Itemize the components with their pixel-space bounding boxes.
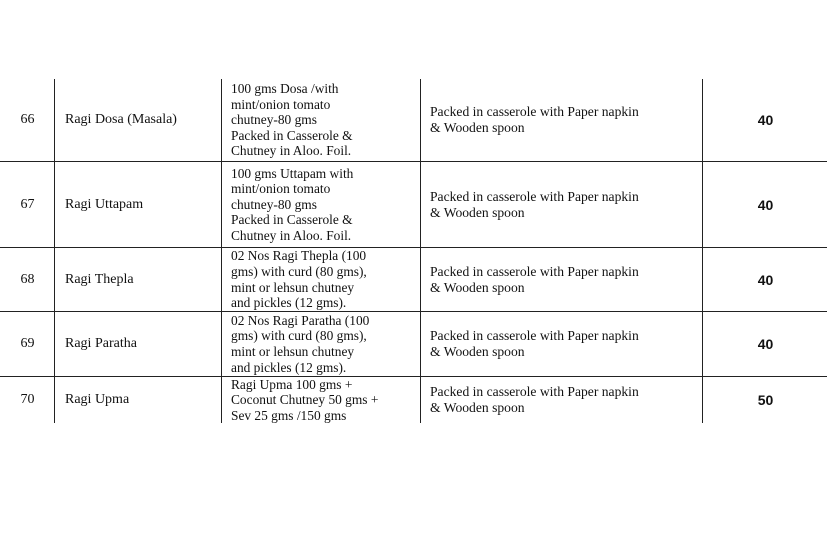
- serial-number: 67: [20, 196, 35, 212]
- packing-details: Packed in casserole with Paper napkin & Wooden spoon: [430, 328, 639, 359]
- item-description: 100 gms Uttapam with mint/onion tomato chutney-80 gms Packed in Casserole & Chutney in Aloo. Foil.: [231, 165, 354, 243]
- item-description: Ragi Upma 100 gms + Coconut Chutney 50 gms + Sev 25 gms /150 gms: [231, 376, 379, 423]
- table-row: [0, 79, 827, 162]
- serial-number: 66: [20, 112, 35, 127]
- packing-details: Packed in casserole with Paper napkin & Wooden spoon: [430, 384, 639, 415]
- item-rate: 40: [757, 336, 774, 352]
- table-row: [0, 377, 827, 423]
- table-row: [0, 162, 827, 248]
- packing-details: Packed in casserole with Paper napkin & Wooden spoon: [430, 188, 639, 220]
- item-description: 02 Nos Ragi Paratha (100 gms) with curd (80 gms), mint or lehsun chutney and pickles (12 gms).: [231, 312, 370, 375]
- serial-number: 70: [20, 392, 35, 407]
- item-name: Ragi Paratha: [65, 336, 137, 351]
- item-description: 100 gms Dosa /with mint/onion tomato chutney-80 gms Packed in Casserole & Chutney in Aloo. Foil.: [231, 81, 353, 159]
- item-name: Ragi Dosa (Masala): [65, 112, 177, 127]
- item-rate: 50: [757, 392, 774, 408]
- packing-details: Packed in casserole with Paper napkin & Wooden spoon: [430, 263, 639, 295]
- item-name: Ragi Upma: [65, 392, 130, 407]
- table-row: [0, 248, 827, 312]
- item-description: 02 Nos Ragi Thepla (100 gms) with curd (80 gms), mint or lehsun chutney and pickles (12 gms).: [231, 248, 367, 311]
- table-row: [0, 312, 827, 377]
- serial-number: 69: [20, 336, 35, 351]
- item-name: Ragi Thepla: [65, 271, 134, 287]
- item-rate: 40: [757, 271, 774, 288]
- serial-number: 68: [20, 271, 35, 287]
- menu-table: [0, 79, 827, 423]
- item-rate: 40: [757, 112, 774, 128]
- packing-details: Packed in casserole with Paper napkin & Wooden spoon: [430, 104, 639, 135]
- item-rate: 40: [757, 196, 774, 213]
- item-name: Ragi Uttapam: [65, 196, 144, 212]
